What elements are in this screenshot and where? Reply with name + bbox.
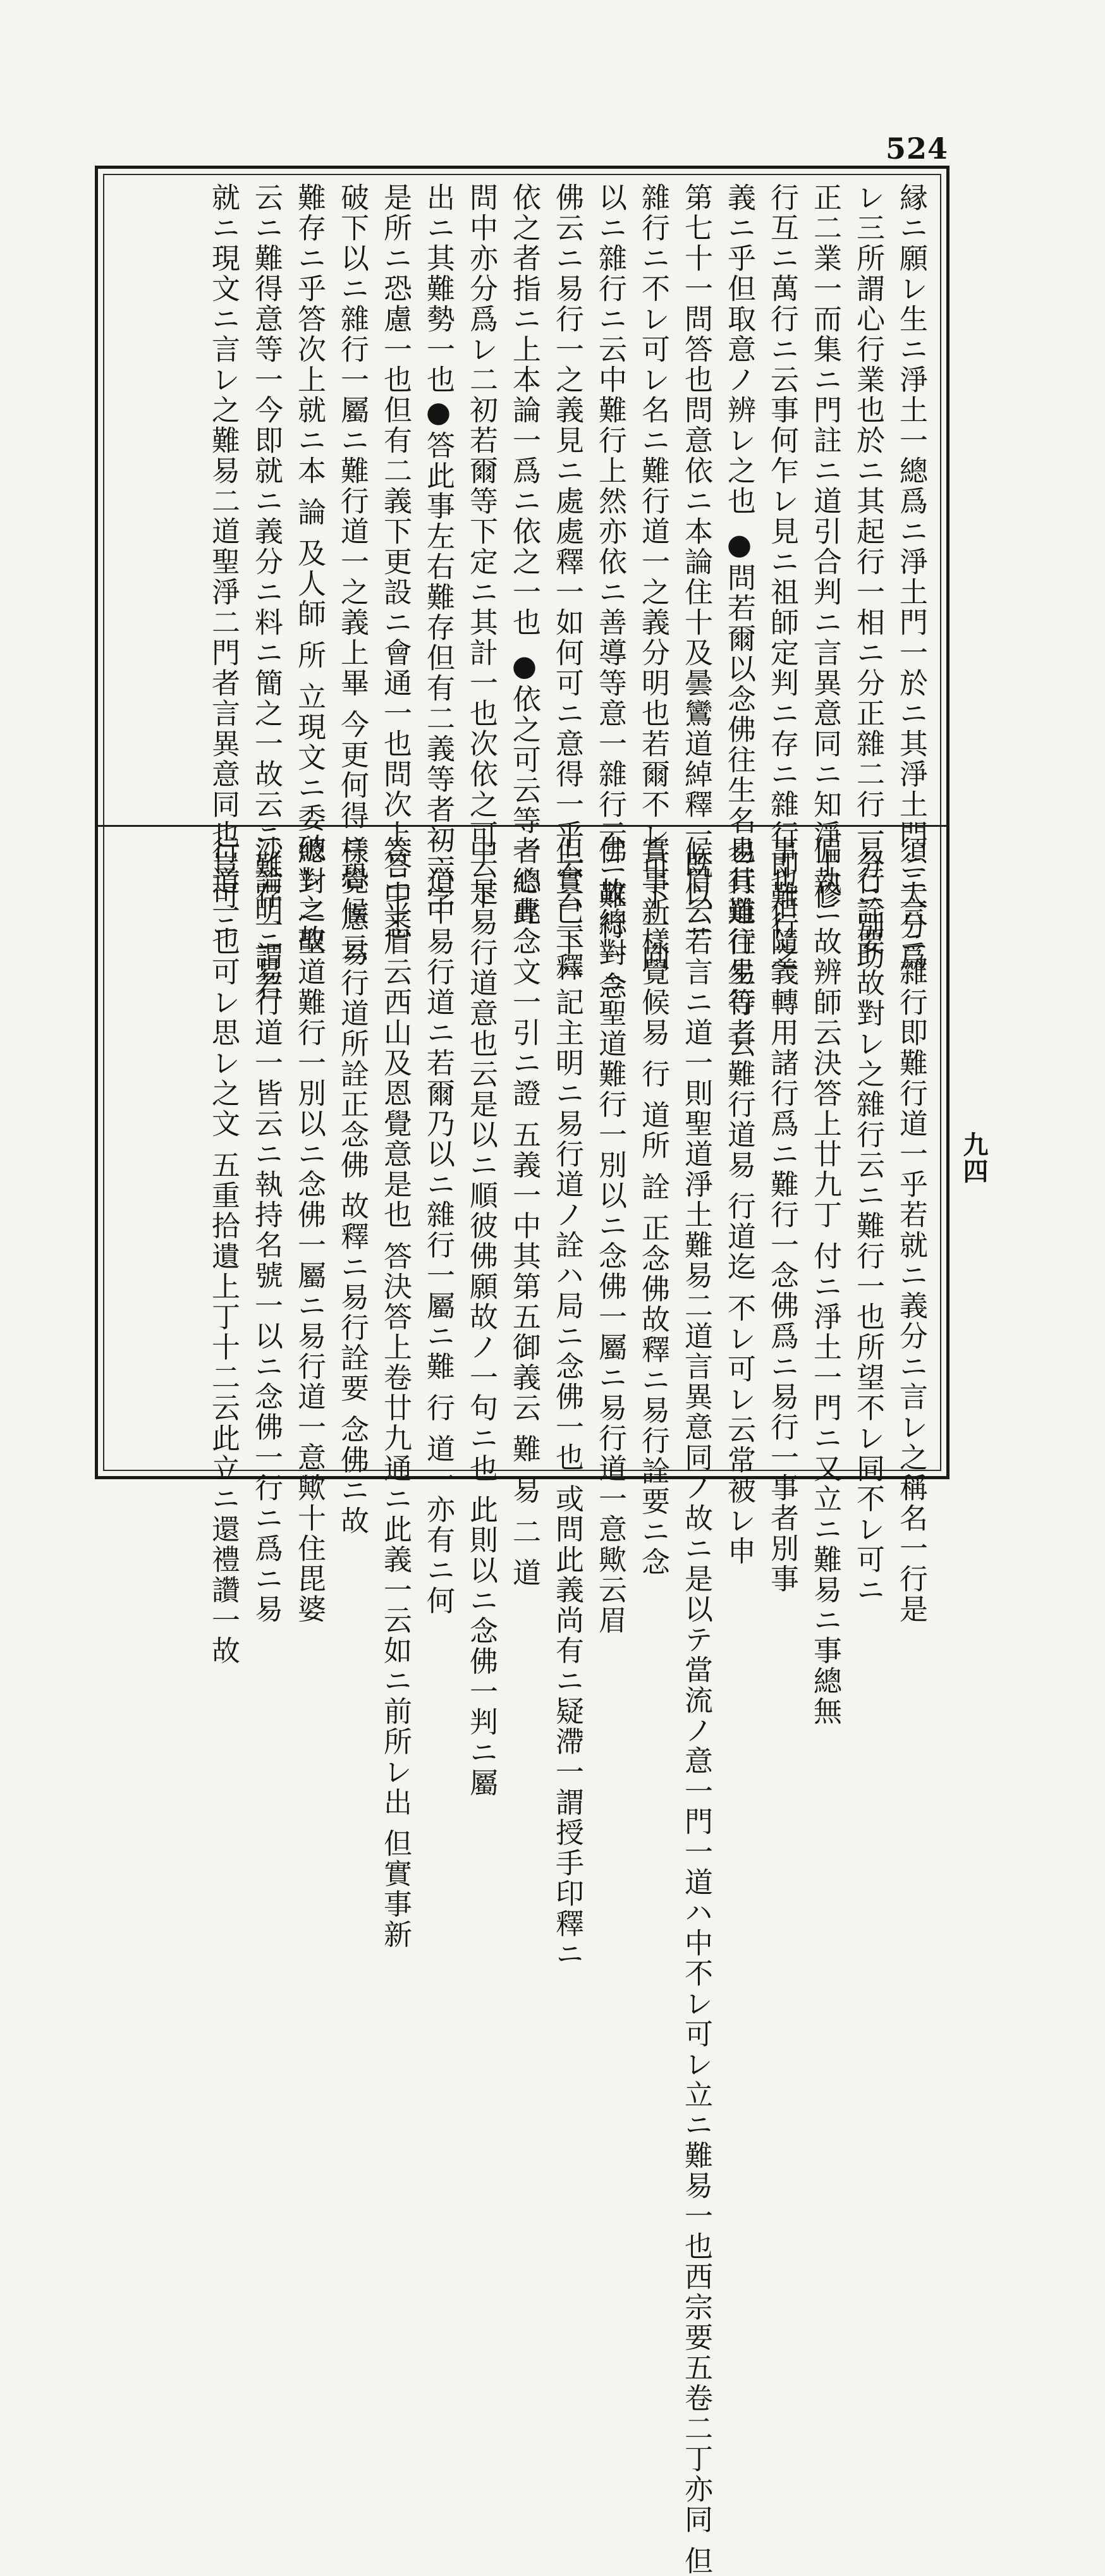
- page-number: 524: [885, 131, 948, 166]
- text-column: 中 是易行道意也云是以ニ順彼佛願故ノ一句ニ也 此則以ニ念佛一判ニ屬: [465, 836, 498, 1798]
- text-column: 二道中易行道ニ若爾乃以ニ雜行一屬ニ難 行 道一亦有ニ何: [422, 836, 455, 1616]
- text-column: 就ニ現文ニ言レ之難易二道聖淨二門者言異意同也豈可ニ: [207, 183, 240, 941]
- text-frame: [95, 166, 949, 2576]
- text-column: 一心專念文一引ニ證 五義一中其第五御義云 難 易 二 道: [508, 836, 541, 1589]
- text-column: 以ニ雜行ニ云中難行上然亦依ニ善導等意一雜行云ニ難行一念: [594, 183, 627, 1002]
- text-column: 實事新樣覺候易 行 道所 詮 正念佛故釋ニ易行詮要ニ念: [637, 836, 670, 1578]
- text-column: 須ニ言ニ雜行即難行道一乎若就ニ義分ニ言レ之稱名一行是: [894, 836, 928, 1625]
- text-column: 雜行ニ不レ可レ名ニ難行道一之義分明也若爾不レ可下一向: [637, 183, 670, 972]
- text-column: 依之者指ニ上本論一爲ニ依之一也 ●依之可云等者總此: [508, 183, 541, 927]
- lower-text-section: [112, 836, 932, 2576]
- text-column: 易行詮要 故對レ之雜行云ニ難行一也所望不レ同不レ可ニ: [852, 836, 885, 1606]
- text-column: 佛 故總對ニ聖道難行一別以ニ念佛一屬ニ易行道一意歟云眉: [594, 836, 627, 1636]
- text-column: 破下以ニ雜行一屬ニ難行道一之義上畢 今更何得ニ恐 慮云: [336, 183, 369, 963]
- text-column: 義ニ乎但取意ノ辨レ之也 ●問若爾以念佛往生名易行道往生等者: [723, 183, 756, 1049]
- text-column: レ三所謂心行業也於ニ其起行一相ニ分正雜二行一分ニ別助: [852, 183, 885, 972]
- text-column: 正二業一而集ニ門註ニ道引合判ニ言異意同ニ知淨土修: [809, 183, 842, 911]
- text-column: 答ニ乎眉云西山及恩覺意是也 答決答上卷廿九通ニ此義一云如ニ前所レ出 但實事新: [379, 836, 412, 1950]
- text-column: 云ニ難得意等一今即就ニ義分ニ料ニ簡之一故云ニ難存一謂若: [250, 183, 283, 1002]
- text-column: 總對ニ聖道難行一別以ニ念佛一屬ニ易行道一意歟十住毘婆: [293, 836, 326, 1625]
- text-column: 事也但隨義轉用諸行爲ニ難行一念佛爲ニ易行一事者別事: [766, 836, 799, 1594]
- text-column: 但實已下ハ記主明ニ易行道ノ詮ハ局ニ念佛一也 或問此義尚有ニ疑滯一謂授手印釋ニ: [551, 836, 584, 1970]
- text-column: 樣覺候 易行道所詮正念佛 故釋ニ易行詮要 念佛ニ故: [336, 836, 369, 1536]
- text-column: 是所ニ恐慮一也但有二義下更設ニ會通一也問次上答中悉: [379, 183, 412, 941]
- text-column: 行互ニ萬行ニ云事何乍レ見ニ祖師定判ニ存ニ雜行即難行之: [766, 183, 799, 972]
- text-column: 難存ニ乎答次上就ニ本 論 及人師 所 立現文ニ委破レ之故: [293, 183, 326, 955]
- text-column: 出ニ其難勢一也●答此事左右難存但有二義等者初六字: [422, 183, 455, 916]
- text-column: 也其難行易行 云難行道易 行道迄 不レ可レ云常被レ申: [723, 836, 756, 1566]
- side-folio: 九四: [959, 1132, 989, 1185]
- text-column: 佛云ニ易行一之義見ニ處處釋一如何可ニ意得一乎云云 三釋: [551, 183, 584, 983]
- text-column: 問中亦分爲レ二初若爾等下定ニ其計一也次依之可云下: [465, 183, 498, 911]
- section-divider: [98, 825, 946, 827]
- text-column: 縁ニ願レ生ニ淨土一總爲ニ淨土門一於ニ其淨土門ニ大分爲: [894, 183, 928, 972]
- text-column: 偏執ニ故辨師云決答上廿九丁 付ニ淨土一門ニ又立ニ難易ニ事總無: [809, 836, 842, 1727]
- text-column: 候眉云若言ニ道一則聖道淨土難易二道言異意同ノ故ニ是以テ當流ノ意一門一道ハ中不レ可レ立ニ難易一也西宗要五卷二丁亦同 但: [680, 836, 713, 2576]
- text-column: 第七十一問答也問意依ニ本論住十及曇鸞道綽釋一既以ニ: [680, 183, 713, 941]
- upper-text-section: [112, 183, 932, 1049]
- text-column: 行道一也可レ思レ之文 五重拾遺上丁十二云此立ニ還禮讚一故: [207, 836, 240, 1666]
- text-column: 沙論明ニ易行道一皆云ニ執持名號一以ニ念佛一行ニ爲ニ易: [250, 836, 283, 1625]
